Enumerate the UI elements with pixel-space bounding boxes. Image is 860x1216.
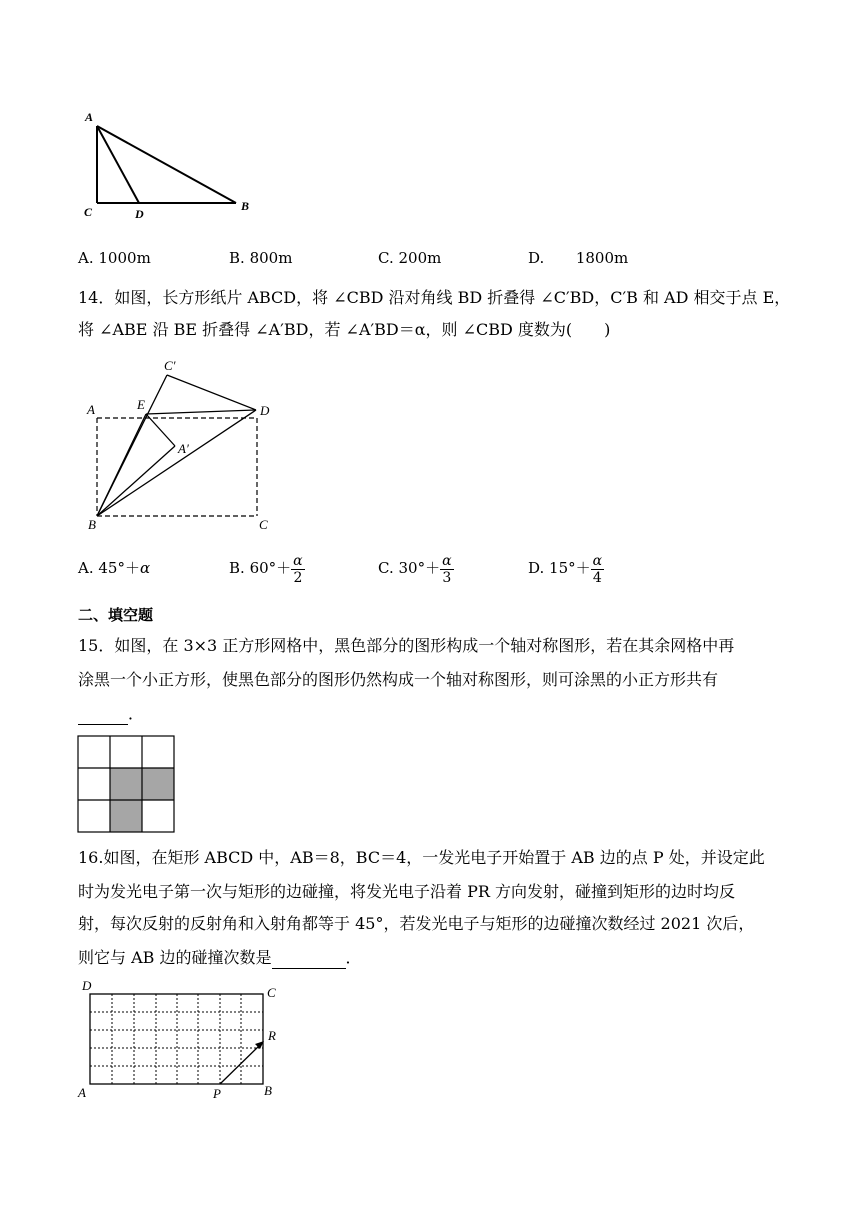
option-text: 800m: [249, 249, 293, 267]
option-letter: D.: [528, 559, 545, 577]
point-label-a: A: [78, 1085, 86, 1100]
point-label-a: A: [85, 110, 94, 124]
q16-line-3: 射，每次反射的反射角和入射角都等于 45°，若发光电子与矩形的边碰撞次数经过 2021 次后，: [78, 914, 755, 933]
option-letter: B.: [229, 559, 245, 577]
option-prefix: 15°＋: [549, 559, 591, 577]
point-label-r: R: [268, 1028, 276, 1043]
fraction: $\frac{\alpha}{3}$: [442, 552, 452, 586]
ray-pr: [220, 1043, 262, 1084]
option-letter: A.: [78, 559, 94, 577]
fraction: $\frac{\alpha}{2}$: [293, 552, 303, 586]
option-letter: D.: [528, 249, 545, 267]
q16-line-4: 则它与 AB 边的碰撞次数是 ．: [78, 948, 362, 967]
option-letter: C.: [378, 559, 394, 577]
point-label-d: D: [135, 207, 144, 221]
point-label-a-prime: A′: [178, 441, 189, 456]
point-label-c: C: [267, 985, 276, 1000]
option-text: 1800m: [575, 249, 629, 267]
option-prefix: 45°＋: [98, 559, 140, 577]
point-label-b: B: [241, 199, 250, 213]
q15-line-3: ．: [78, 704, 144, 725]
q16-line-2: 时为发光电子第一次与矩形的边碰撞，将发光电子沿着 PR 方向发射，碰撞到矩形的边时均反: [78, 882, 735, 901]
point-label-b: B: [264, 1083, 272, 1098]
section-title: 二、填空题: [78, 606, 154, 624]
point-label-p: P: [213, 1086, 221, 1101]
q15-line-2: 涂黑一个小正方形，使黑色部分的图形仍然构成一个轴对称图形，则可涂黑的小正方形共有: [78, 670, 719, 689]
option-letter: B.: [229, 249, 245, 267]
point-label-c: C: [84, 205, 93, 219]
option-prefix: 60°＋: [249, 559, 292, 577]
point-label-a: A: [87, 402, 95, 417]
q16-line-1: 16.如图，在矩形 ABCD 中，AB＝8，BC＝4，一发光电子开始置于 AB 边的点 P 处，并设定此: [78, 848, 765, 867]
point-label-d: D: [260, 403, 270, 418]
fraction: $\frac{\alpha}{4}$: [592, 552, 603, 586]
option-prefix: 30°＋: [398, 559, 441, 577]
point-label-b: B: [88, 517, 96, 532]
point-label-c: C: [259, 517, 268, 532]
point-label-e: E: [137, 397, 145, 412]
option-text: 200m: [398, 249, 442, 267]
option-alpha: α: [139, 559, 151, 577]
option-text: 1000m: [98, 249, 151, 267]
point-label-c-prime: C′: [164, 358, 176, 373]
point-label-d: D: [82, 978, 92, 993]
q15-line-1: 15．如图，在 3×3 正方形网格中，黑色部分的图形构成一个轴对称图形，若在其余网格中再: [78, 636, 735, 655]
q14-line-1: 14．如图，长方形纸片 ABCD，将 ∠CBD 沿对角线 BD 折叠得 ∠C′BD，C′B 和 AD 相交于点 E，: [78, 288, 791, 307]
q14-line-2: 将 ∠ABE 沿 BE 折叠得 ∠A′BD，若 ∠A′BD＝α，则 ∠CBD 度数为( ): [78, 320, 611, 339]
option-letter: C.: [378, 249, 394, 267]
option-letter: A.: [78, 249, 94, 267]
